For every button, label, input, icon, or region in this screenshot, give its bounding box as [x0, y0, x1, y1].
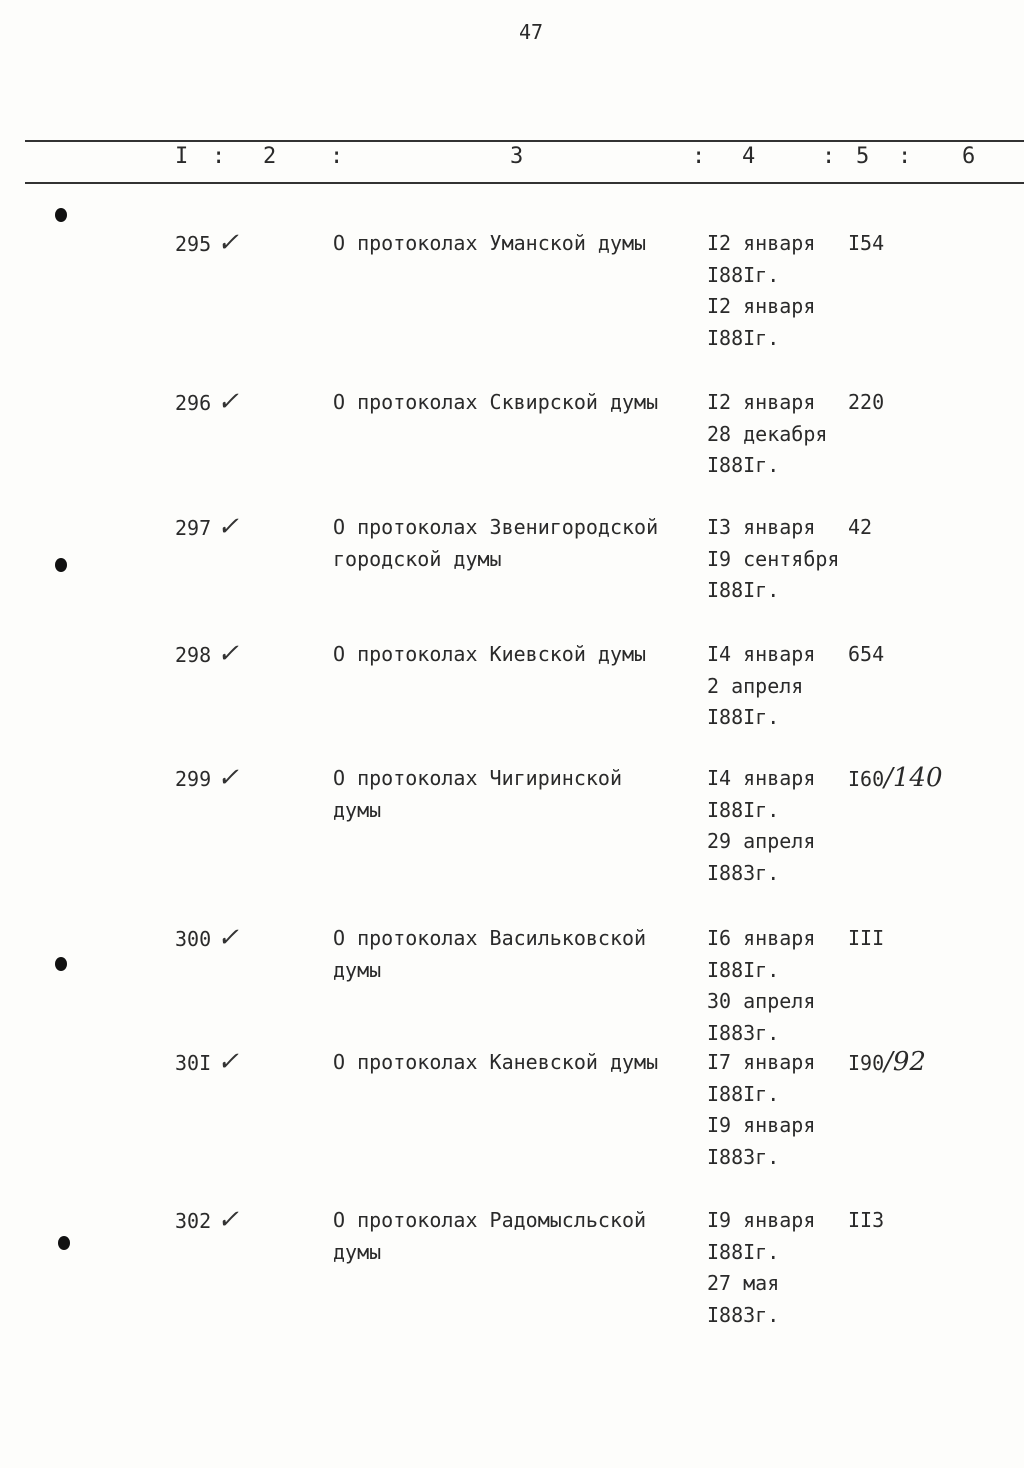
entry-number-text: 302	[175, 1209, 212, 1233]
entry-number-text: 298	[175, 643, 212, 667]
checkmark-icon: ✓	[217, 639, 239, 669]
page-number: 47	[519, 20, 544, 44]
date-line: I88Iг.	[707, 705, 780, 729]
entry-title: О протоколах Каневской думы	[333, 1050, 659, 1074]
sheet-count	[848, 763, 943, 796]
date-line: I6 января	[707, 926, 816, 950]
date-line: I2 января	[707, 294, 816, 318]
sheet-count	[848, 1205, 884, 1237]
sheet-count-text: I54	[848, 231, 885, 255]
checkmark-icon: ✓	[217, 1047, 239, 1077]
date-line: I883г.	[707, 1144, 780, 1169]
entry-number-text: 299	[175, 767, 212, 791]
entry-title: О протоколах Уманской думы	[333, 231, 647, 255]
sheet-count	[848, 512, 872, 544]
col-2-header: 2	[263, 144, 277, 169]
entry-number	[175, 763, 239, 796]
date-line: I88Iг.	[707, 453, 780, 477]
entry-number-text: 297	[175, 516, 212, 540]
sheet-count-text: 220	[848, 390, 885, 414]
entry-number	[175, 1047, 239, 1080]
date-line: I88Iг.	[707, 325, 780, 350]
date-line: I88Iг.	[707, 1081, 780, 1106]
sheet-count-text: 654	[848, 642, 885, 666]
date-line: 29 апреля	[707, 829, 816, 853]
separator: :	[212, 144, 226, 169]
entry-title: О протоколах Васильковской думы	[333, 926, 647, 982]
sheet-count	[848, 387, 884, 419]
checkmark-icon: ✓	[217, 512, 239, 542]
entry-dates	[707, 1047, 815, 1173]
col-1-header: I	[175, 144, 189, 169]
entry-number	[175, 1205, 239, 1238]
date-line: I9 сентября	[707, 546, 840, 571]
date-line: I3 января	[707, 515, 816, 539]
separator: :	[822, 144, 836, 169]
binding-hole	[55, 208, 67, 222]
entry-number	[175, 639, 239, 672]
date-line: I4 января	[707, 642, 816, 666]
entry-dates	[707, 763, 815, 889]
date-line: 2 апреля	[707, 673, 804, 698]
date-line: 27 мая	[707, 1271, 780, 1295]
date-line: I2 января	[707, 231, 816, 255]
entry-dates	[707, 512, 839, 607]
date-line: I883г.	[707, 1020, 780, 1045]
entry-dates	[707, 228, 815, 354]
sheet-count-text: 42	[848, 515, 873, 539]
date-line: I883г.	[707, 1302, 780, 1327]
sheet-count	[848, 1047, 926, 1080]
entry-number	[175, 228, 239, 261]
col-6-header: 6	[962, 144, 976, 169]
entry-title: О протоколах Киевской думы	[333, 642, 647, 666]
date-line: I883г.	[707, 860, 780, 885]
date-line: 28 декабря	[707, 421, 828, 446]
date-line: I88Iг.	[707, 262, 780, 287]
separator: :	[898, 144, 912, 169]
handwritten-correction: /140	[884, 763, 943, 793]
date-line: I9 января	[707, 1113, 816, 1137]
col-3-header: 3	[510, 144, 524, 169]
sheet-count-text: III	[848, 926, 885, 950]
header-bottom-rule	[25, 182, 1024, 184]
entry-title: О протоколах Чигиринской думы	[333, 766, 622, 822]
sheet-count-text: I60	[848, 767, 885, 791]
entry-number-text: 295	[175, 232, 212, 256]
checkmark-icon: ✓	[217, 1205, 239, 1235]
entry-dates	[707, 639, 815, 734]
separator: :	[692, 144, 706, 169]
checkmark-icon: ✓	[217, 387, 239, 417]
binding-hole	[58, 1236, 70, 1250]
sheet-count	[848, 228, 884, 260]
col-4-header: 4	[742, 144, 756, 169]
date-line: I88Iг.	[707, 957, 780, 982]
col-5-header: 5	[856, 144, 870, 169]
entry-number	[175, 923, 239, 956]
sheet-count-text: II3	[848, 1208, 885, 1232]
checkmark-icon: ✓	[217, 923, 239, 953]
sheet-count-text: I90	[848, 1051, 885, 1075]
entry-title: О протоколах Сквирской думы	[333, 390, 659, 414]
sheet-count	[848, 639, 884, 671]
entry-title: О протоколах Звенигородской городской думы	[333, 515, 659, 571]
header-top-rule	[25, 140, 1024, 142]
entry-number-text: 30I	[175, 1051, 212, 1075]
entry-dates	[707, 923, 815, 1049]
checkmark-icon: ✓	[217, 228, 239, 258]
date-line: I2 января	[707, 390, 816, 414]
entry-dates	[707, 387, 827, 482]
entry-title: О протоколах Радомысльской думы	[333, 1208, 647, 1264]
date-line: I9 января	[707, 1208, 816, 1232]
entry-number-text: 300	[175, 927, 212, 951]
date-line: I7 января	[707, 1050, 816, 1074]
date-line: I4 января	[707, 766, 816, 790]
date-line: I88Iг.	[707, 1239, 780, 1264]
date-line: I88Iг.	[707, 797, 780, 822]
separator: :	[330, 144, 344, 169]
date-line: I88Iг.	[707, 578, 780, 602]
entry-number	[175, 387, 239, 420]
date-line: 30 апреля	[707, 989, 816, 1013]
checkmark-icon: ✓	[217, 763, 239, 793]
entry-number	[175, 512, 239, 545]
entry-number-text: 296	[175, 391, 212, 415]
sheet-count	[848, 923, 884, 955]
entry-dates	[707, 1205, 815, 1331]
binding-hole	[55, 558, 67, 572]
binding-hole	[55, 957, 67, 971]
handwritten-correction: /92	[884, 1047, 926, 1077]
